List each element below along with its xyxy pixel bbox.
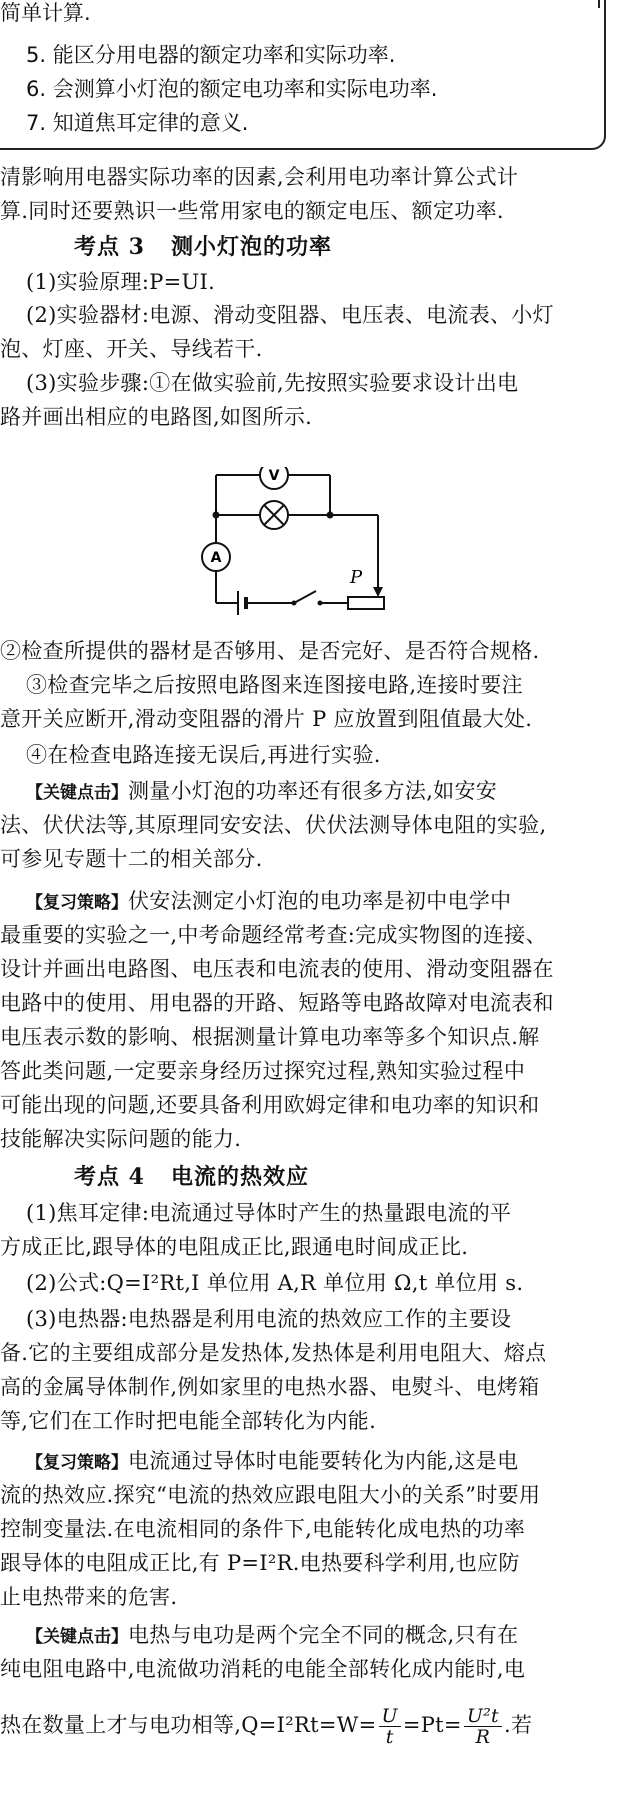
kp4-heading <box>74 1160 309 1194</box>
kp3-equipment-2: 泡、灯座、开关、导线若干. <box>0 337 263 361</box>
kp3-key-line-2: 法、伏伏法等,其原理同安安法、伏伏法测导体电阻的实验, <box>0 813 547 837</box>
kp3-review-line-3: 设计并画出电路图、电压表和电流表的使用、滑动变阻器在 <box>0 957 554 981</box>
fraction-u-over-t: $\frac{U}{t}$ <box>379 1706 401 1747</box>
key-point-tag: 【关键点击】 <box>26 783 128 803</box>
kp3-review-line-8: 技能解决实际问题的能力. <box>0 1127 242 1151</box>
fraction-u2t-over-r: $\frac{\text{U²t}}{R}$ <box>464 1706 502 1747</box>
objective-7: 7. 知道焦耳定律的意义. <box>26 111 249 135</box>
kp4-review-line-3: 控制变量法.在电流相同的条件下,电能转化成电热的功率 <box>0 1517 526 1541</box>
kp3-principle: (1)实验原理:P=UI. <box>26 270 216 294</box>
kp3-heading <box>74 230 332 264</box>
intro-line-1: 清影响用电器实际功率的因素,会利用电功率计算公式计 <box>0 165 519 189</box>
kp4-label: 考点 4 <box>74 1164 145 1190</box>
kp3-step3-1: ③检查完毕之后按照电路图来连图接电路,连接时要注 <box>26 673 523 697</box>
kp4-review-line-2: 流的热效应.探究“电流的热效应跟电阻大小的关系”时要用 <box>0 1483 541 1507</box>
voltmeter <box>260 467 288 489</box>
objective-5: 5. 能区分用电器的额定功率和实际功率. <box>26 43 396 67</box>
ammeter-label: A <box>210 550 222 566</box>
kp4-key-line-3: 热在数量上才与电功相等,Q=I²Rt=W= $\frac{U}{t}$ =Pt= $\frac{\text{U²t}}{R}$ .若 <box>0 1705 533 1748</box>
kp4-heater-3: 高的金属导体制作,例如家里的电热水器、电熨斗、电烤箱 <box>0 1375 540 1399</box>
kp4-joule-1: (1)焦耳定律:电流通过导体时产生的热量跟电流的平 <box>26 1201 512 1225</box>
circuit-diagram <box>200 467 440 627</box>
kp4-key-line-1: 【关键点击】电热与电功是两个完全不同的概念,只有在 <box>26 1623 519 1647</box>
slider-label: P <box>350 567 363 588</box>
kp3-review-line-7: 可能出现的问题,还要具备利用欧姆定律和电功率的知识和 <box>0 1093 540 1117</box>
review-tag: 【复习策略】 <box>26 893 128 913</box>
kp4-review-line-1: 【复习策略】电流通过导体时电能要转化为内能,这是电 <box>26 1449 519 1473</box>
kp4-review-line-4: 跟导体的电阻成正比,有 P=I²R.电热要科学利用,也应防 <box>0 1551 520 1575</box>
kp3-title: 测小灯泡的功率 <box>170 234 332 260</box>
kp3-key-line-1: 【关键点击】测量小灯泡的功率还有很多方法,如安安 <box>26 779 498 803</box>
kp3-review-line-4: 电路中的使用、用电器的开路、短路等电路故障对电流表和 <box>0 991 554 1015</box>
ammeter <box>202 543 230 571</box>
kp4-heater-1: (3)电热器:电热器是利用电流的热效应工作的主要设 <box>26 1307 512 1331</box>
kp4-key-line-2: 纯电阻电路中,电流做功消耗的电能全部转化成内能时,电 <box>0 1657 526 1681</box>
lamp-icon <box>260 501 288 529</box>
intro-line-2: 算.同时还要熟识一些常用家电的额定电压、额定功率. <box>0 199 504 223</box>
key-point-tag-2: 【关键点击】 <box>26 1627 128 1647</box>
rheostat <box>348 515 384 609</box>
review-tag-2: 【复习策略】 <box>26 1453 128 1473</box>
kp3-step3-2: 意开关应断开,滑动变阻器的滑片 P 应放置到阻值最大处. <box>0 707 533 731</box>
kp3-steps-1: (3)实验步骤:①在做实验前,先按照实验要求设计出电 <box>26 371 519 395</box>
kp3-review-line-6: 答此类问题,一定要亲身经历过探究过程,熟知实验过程中 <box>0 1059 526 1083</box>
kp3-key-line-3: 可参见专题十二的相关部分. <box>0 847 263 871</box>
kp3-review-line-5: 电压表示数的影响、根据测量计算电功率等多个知识点.解 <box>0 1025 540 1049</box>
kp3-step4: ④在检查电路连接无误后,再进行实验. <box>26 743 381 767</box>
kp4-heater-2: 备.它的主要组成部分是发热体,发热体是利用电阻大、熔点 <box>0 1341 547 1365</box>
objective-6: 6. 会测算小灯泡的额定电功率和实际电功率. <box>26 77 438 101</box>
box-divider <box>598 0 600 8</box>
kp3-label: 考点 3 <box>74 234 145 260</box>
kp4-title: 电流的热效应 <box>170 1164 309 1190</box>
kp3-equipment-1: (2)实验器材:电源、滑动变阻器、电压表、电流表、小灯 <box>26 303 554 327</box>
kp3-review-line-2: 最重要的实验之一,中考命题经常考查:完成实物图的连接、 <box>0 923 547 947</box>
junction-left <box>213 512 220 519</box>
kp4-heater-4: 等,它们在工作时把电能全部转化为内能. <box>0 1409 377 1433</box>
kp4-joule-2: 方成正比,跟导体的电阻成正比,跟通电时间成正比. <box>0 1235 469 1259</box>
switch-icon <box>292 591 323 606</box>
battery-icon <box>238 591 246 615</box>
objective-cont: 简单计算. <box>0 1 91 25</box>
kp4-formula: (2)公式:Q=I²Rt,I 单位用 A,R 单位用 Ω,t 单位用 s. <box>26 1271 524 1295</box>
kp3-step2: ②检查所提供的器材是否够用、是否完好、是否符合规格. <box>0 639 540 663</box>
junction-right <box>327 512 334 519</box>
kp3-review-line-1: 【复习策略】伏安法测定小灯泡的电功率是初中电学中 <box>26 889 512 913</box>
kp3-steps-2: 路并画出相应的电路图,如图所示. <box>0 405 313 429</box>
kp4-review-line-5: 止电热带来的危害. <box>0 1585 178 1609</box>
voltmeter-label: V <box>268 468 280 484</box>
